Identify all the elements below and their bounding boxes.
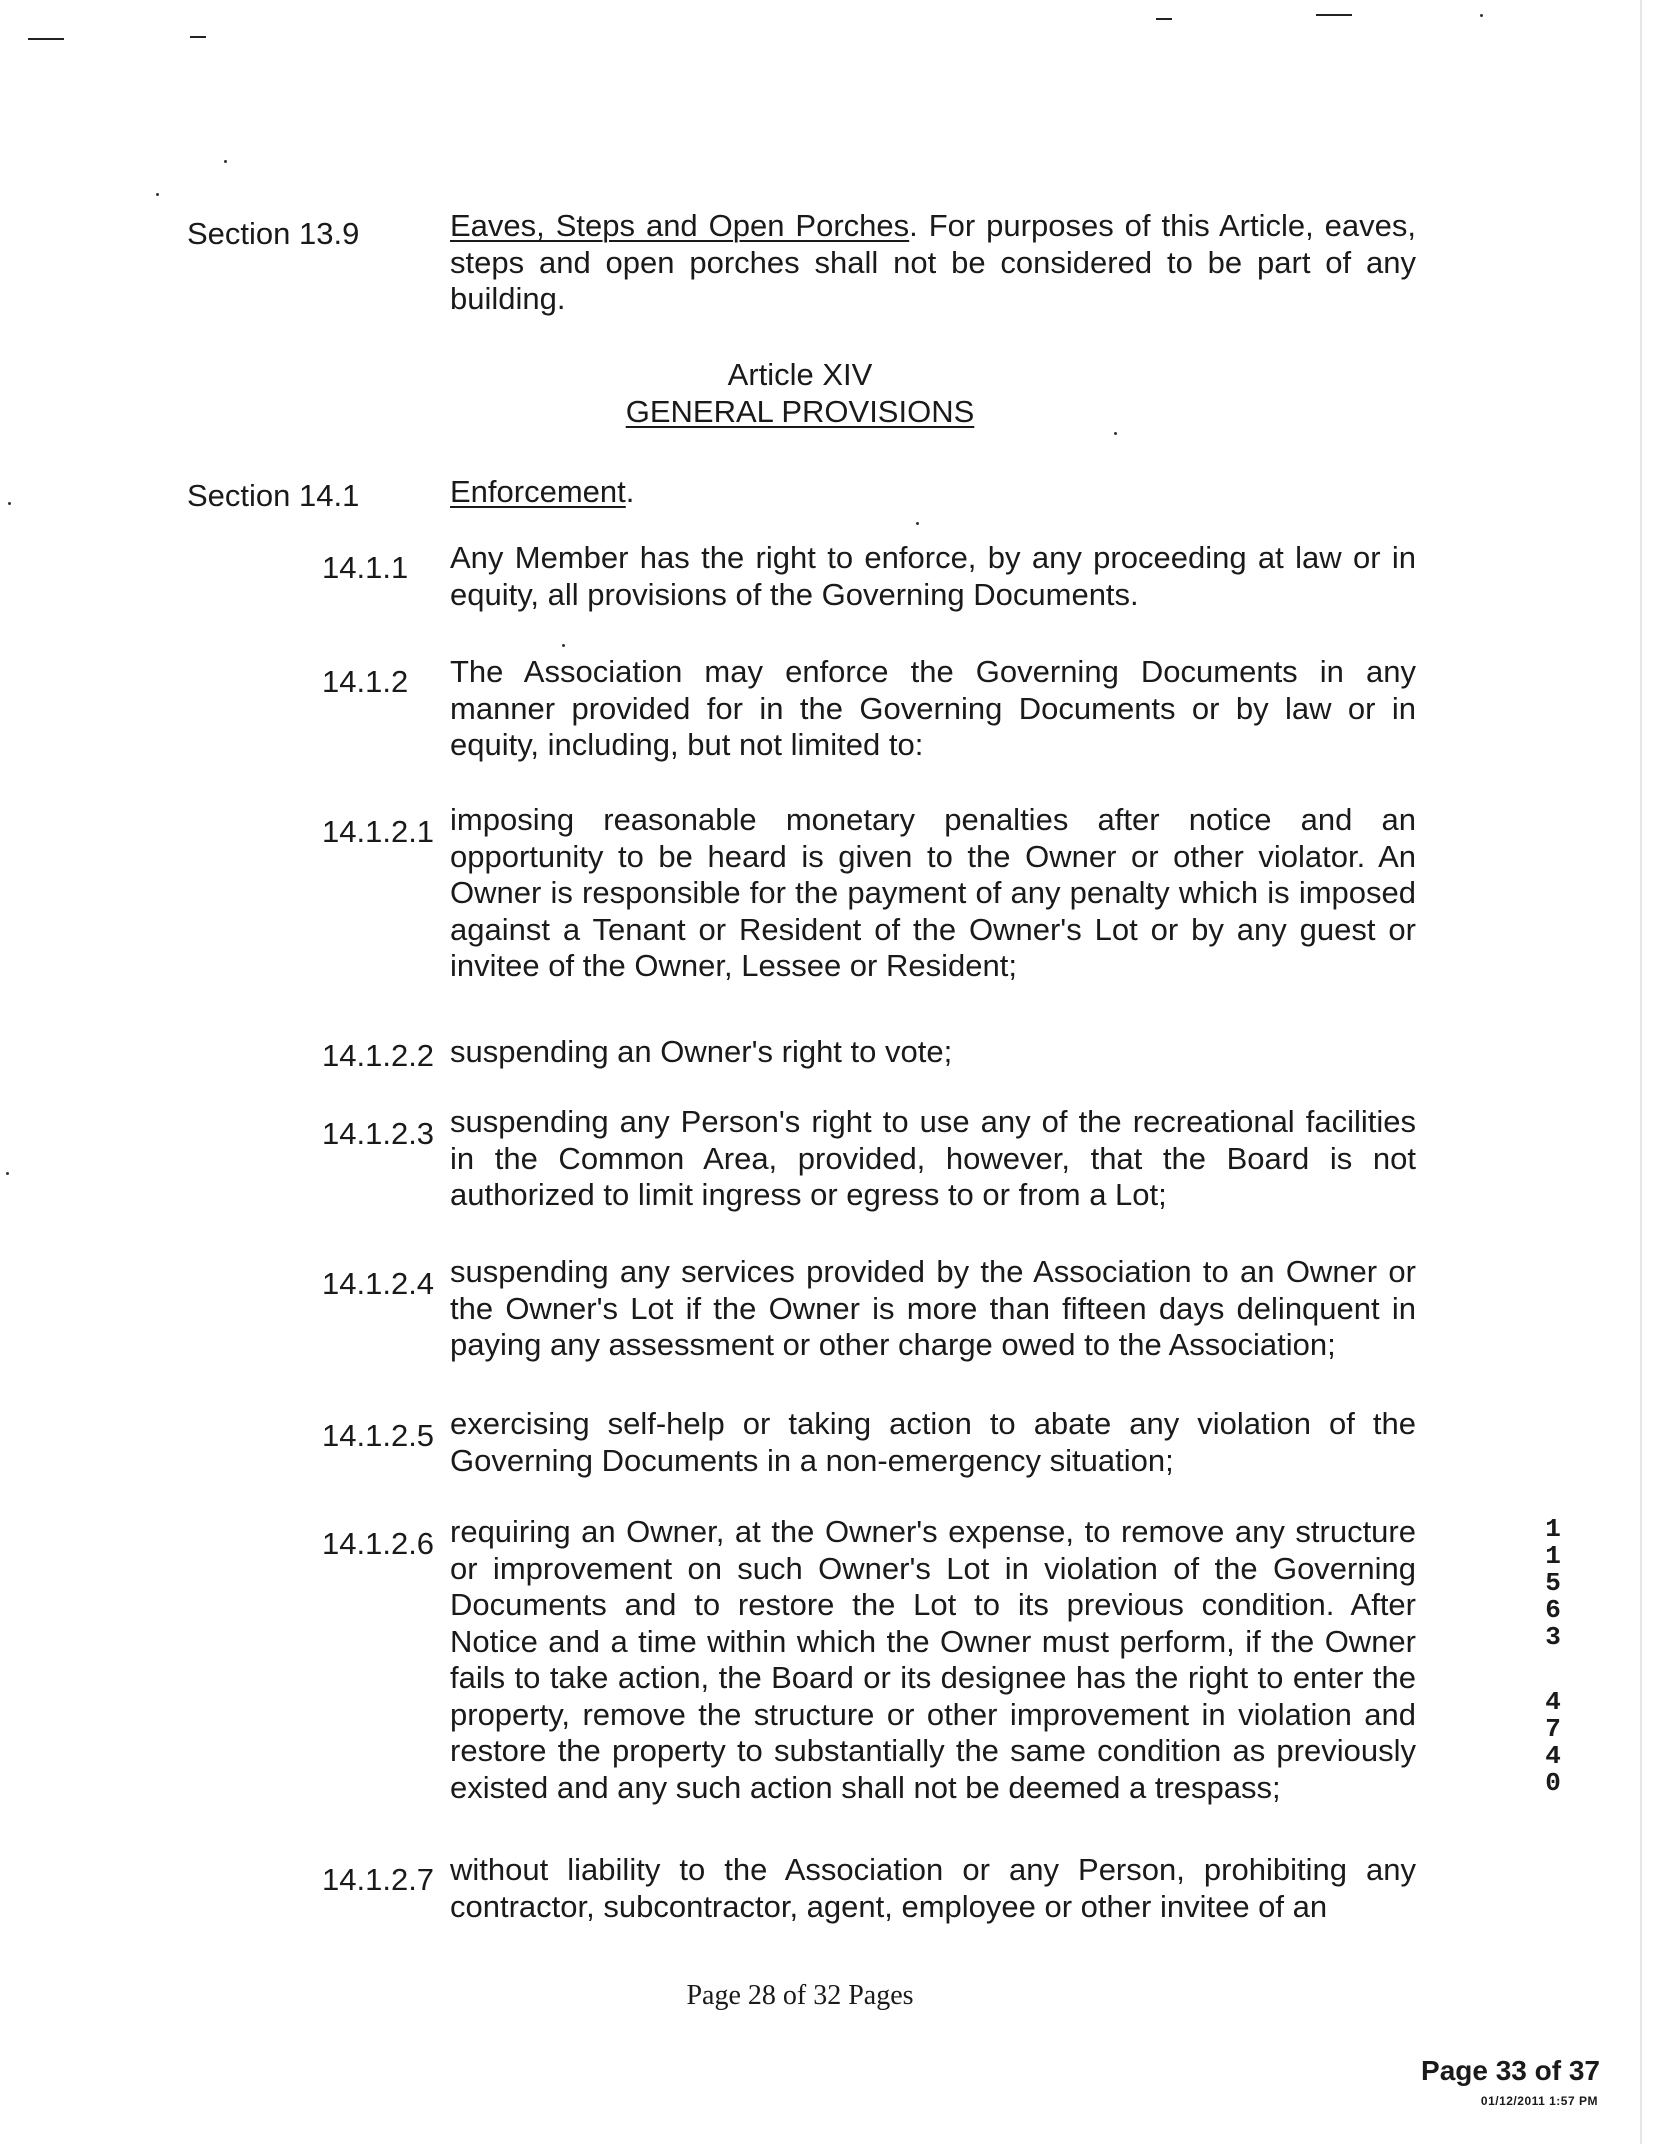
item-text: The Association may enforce the Governing Documents in any manner provided for in the Governing Documents or by law or in equity, including, but not limited to: bbox=[450, 654, 1416, 762]
side-digit: 4 bbox=[1545, 1687, 1561, 1717]
side-stamp-number bbox=[1538, 1516, 1568, 1797]
scan-dot bbox=[224, 160, 227, 163]
scan-mark bbox=[190, 36, 206, 38]
section-13-9-heading: Eaves, Steps and Open Porches bbox=[450, 208, 910, 243]
side-digit: 7 bbox=[1545, 1714, 1561, 1744]
item-number: 14.1.2.6 bbox=[322, 1526, 435, 1561]
item-number: 14.1.2.4 bbox=[322, 1266, 435, 1301]
article-number: Article XIV bbox=[727, 357, 873, 392]
item-text: without liability to the Association or any Person, prohibiting any contractor, subcontractor, agent, employee or other invitee of an bbox=[450, 1852, 1416, 1924]
item-text: suspending any Person's right to use any of the recreational facilities in the Common Area, provided, however, that the Board is not authorized to limit ingress or egress to or from a Lot; bbox=[450, 1104, 1416, 1212]
side-digit: 3 bbox=[1545, 1622, 1561, 1652]
item-number: 14.1.2 bbox=[322, 664, 409, 699]
item-number: 14.1.2.1 bbox=[322, 814, 435, 849]
recorder-date-stamp: 01/12/2011 1:57 PM bbox=[1480, 2094, 1598, 2108]
side-digit: 5 bbox=[1545, 1568, 1561, 1598]
scan-mark bbox=[1156, 18, 1172, 20]
recorder-page-stamp: Page 33 of 37 bbox=[1421, 2055, 1600, 2086]
side-digit: 1 bbox=[1545, 1541, 1561, 1571]
item-number: 14.1.2.7 bbox=[322, 1862, 435, 1897]
scan-dot bbox=[156, 193, 159, 196]
item-text: requiring an Owner, at the Owner's expense, to remove any structure or improvement on such Owner's Lot in violation of the Governing Documents and to restore the Lot to its previous condition. After Notice and a time within which the Owner must perform, if the Owner fails to take action, the Board or its designee has the right to enter the property, remove the structure or other improvement in violation and restore the property to substantially the same condition as previously existed and any such action shall not be deemed a trespass; bbox=[450, 1514, 1416, 1805]
section-14-1-heading: Enforcement bbox=[450, 474, 626, 509]
article-title-text: GENERAL PROVISIONS bbox=[625, 394, 975, 429]
item-number: 14.1.2.5 bbox=[322, 1418, 435, 1453]
scan-dot bbox=[8, 502, 11, 505]
side-digit: 1 bbox=[1545, 1514, 1561, 1544]
item-text: imposing reasonable monetary penalties after notice and an opportunity to be heard is given to the Owner or other violator. An Owner is responsible for the payment of any penalty which is imposed against a Tenant or Resident of the Owner's Lot or by any guest or invitee of the Owner, Lessee or Resident; bbox=[450, 802, 1416, 983]
section-14-1-heading-line bbox=[450, 474, 1416, 511]
footer-page-number: Page 28 of 32 Pages bbox=[686, 1980, 914, 2011]
section-13-9-text: . For purposes of this Article, eaves, steps and open porches shall not be considered to be part of any building. bbox=[450, 208, 1416, 316]
scan-dot bbox=[6, 1172, 9, 1175]
scan-dot bbox=[562, 644, 565, 647]
item-text: exercising self-help or taking action to abate any violation of the Governing Documents in a non-emergency situation; bbox=[450, 1406, 1416, 1478]
article-title bbox=[580, 393, 1020, 430]
scan-edge bbox=[1640, 0, 1642, 2144]
scan-mark bbox=[1316, 14, 1352, 16]
side-digit: 4 bbox=[1545, 1741, 1561, 1771]
section-14-1-period: . bbox=[625, 474, 635, 509]
scan-mark bbox=[28, 38, 64, 40]
section-13-9-body bbox=[450, 208, 1416, 318]
item-text: Any Member has the right to enforce, by any proceeding at law or in equity, all provisions of the Governing Documents. bbox=[450, 540, 1416, 612]
scan-dot bbox=[1114, 432, 1117, 435]
section-14-1-label: Section 14.1 bbox=[187, 478, 360, 513]
side-digit: 0 bbox=[1545, 1768, 1561, 1798]
section-13-9-label: Section 13.9 bbox=[187, 216, 360, 251]
side-digit: 6 bbox=[1545, 1595, 1561, 1625]
item-text: suspending an Owner's right to vote; bbox=[450, 1034, 953, 1069]
item-number: 14.1.1 bbox=[322, 550, 409, 585]
item-number: 14.1.2.2 bbox=[322, 1038, 435, 1073]
item-text: suspending any services provided by the Association to an Owner or the Owner's Lot if the Owner is more than fifteen days delinquent in paying any assessment or other charge owed to the Association; bbox=[450, 1254, 1416, 1362]
scan-dot bbox=[916, 522, 919, 525]
item-number: 14.1.2.3 bbox=[322, 1116, 435, 1151]
scan-dot bbox=[1480, 14, 1483, 17]
